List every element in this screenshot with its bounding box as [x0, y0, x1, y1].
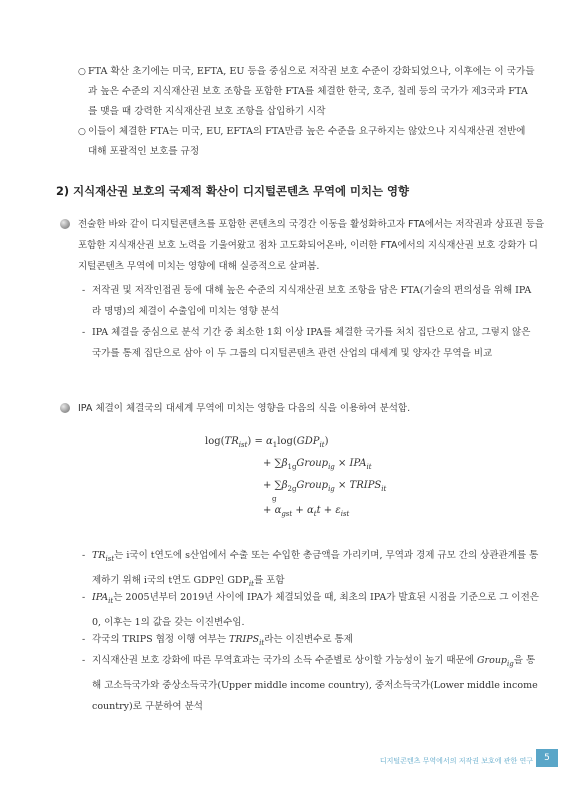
page-number: 5 [536, 749, 558, 767]
dash-post: 을 통해 고소득국가와 중상소득국가(Upper middle income country), 중저소득국가(Lower middle income country)로 구분하여 분석 [92, 655, 538, 712]
variable: TRIPS [229, 634, 260, 645]
paragraph-2 [78, 398, 546, 419]
variable-sub: ig [507, 659, 514, 668]
round-bullet-icon [60, 403, 70, 413]
dash-mark: - [82, 655, 86, 666]
paragraph-1 [78, 214, 546, 277]
circle-bullet-icon: ○ [78, 67, 86, 77]
top-bullet-text: 이들이 체결한 FTA는 미국, EU, EFTA의 FTA만큼 높은 수준을 요구하지는 않았으나 지식재산권 전반에 대해 포괄적인 보호를 규정 [88, 126, 526, 157]
dash-mark: - [82, 592, 86, 603]
dash-pre: 각국의 TRIPS 협정 이행 여부는 [92, 634, 230, 645]
dash-item-1 [82, 280, 540, 322]
dash-mark: - [82, 550, 86, 561]
variable-sub: it [259, 638, 265, 647]
paragraph-1-text: 전술한 바와 같이 디지털콘텐츠를 포함한 콘텐츠의 국경간 이동을 활성화하고자 FTA에서는 저작권과 상표권 등을 포함한 지식재산권 보호 노력을 기울여왔고 점차 고도화되어온바, 이러한 FTA에서의 지식재산권 보호 강화가 디지털콘텐츠 무역에 미치는 영향에 대해 실증적으로 살펴봄. [78, 219, 545, 272]
dash2-item-2 [82, 587, 540, 633]
variable: Group [476, 655, 508, 666]
dash-item-text: 저작권 및 저작인접권 등에 대해 높은 수준의 지식재산권 보호 조항을 담은 FTA(기술의 편의성을 위해 IPA라 명명)의 체결이 수출입에 미치는 영향 분석 [92, 285, 532, 317]
dash-post: 는 i국이 t연도에 s산업에서 수출 또는 수입한 총금액을 가리키며, 무역과 경제 규모 간의 상관관계를 통제하기 위해 i국의 t연도 GDP인 GDP [92, 550, 539, 586]
dash-item-2 [82, 322, 540, 364]
top-bullet-text: FTA 확산 초기에는 미국, EFTA, EU 등을 중심으로 저작권 보호 수준이 강화되었으나, 이후에는 이 국가들과 높은 수준의 지식재산권 보호 조항을 포함한 FTA를 체결한 한국, 호주, 칠레 등의 국가가 제3국과 FTA를 맺을 때 강력한 지식재산권 보호 조항을 삽입하기 시작 [88, 66, 535, 117]
dash-mark: - [82, 634, 86, 645]
variable: TR [92, 550, 106, 561]
round-bullet-icon [60, 219, 70, 229]
dash2-item-4 [82, 650, 540, 717]
variable-sub: it [248, 579, 254, 588]
dash-item-text: IPA 체결을 중심으로 분석 기간 중 최소한 1회 이상 IPA를 체결한 국가를 처치 집단으로 삼고, 그렇지 않은 국가를 통제 집단으로 삼아 이 두 그룹의 디지털콘텐츠 관련 산업의 대세계 및 양자간 무역을 비교 [92, 327, 531, 359]
circle-bullet-icon: ○ [78, 127, 86, 137]
variable: IPA [92, 592, 109, 603]
variable-sub: it [108, 596, 114, 605]
top-bullet-2 [78, 122, 536, 162]
variable-sub: ist [105, 554, 115, 563]
top-bullet-1 [78, 62, 536, 122]
dash-post: 는 2005년부터 2019년 사이에 IPA가 체결되었을 때, 최초의 IPA가 발효된 시점을 기준으로 그 이전은 0, 이후는 1의 값을 갖는 이진변수임. [92, 592, 539, 628]
dash-post: 를 포함 [253, 574, 285, 586]
paragraph-2-text: IPA 체결이 체결국의 대세계 무역에 미치는 영향을 다음의 식을 이용하여 분석함. [78, 403, 411, 414]
document-page: ○ FTA 확산 초기에는 미국, EFTA, EU 등을 중심으로 저작권 보호 수준이 강화되었으나, 이후에는 이 국가들과 높은 수준의 지식재산권 보호 조항을 포함한 FTA를 체결한 한국, 호주, 칠레 등의 국가가 제3국과 FTA를 맺을 때 강력한 지식재산권 보호 조항을 삽입하기 시작 ○ 이들이 체결한 FTA는 미국, EU, EFTA의 FTA만큼 높은 수준을 요구하지는 않았으나 지식재산권 전반에 대해 포괄적인 보호를 규정 2) 지식재산권 보호의 국제적 확산이 디지털콘텐츠 무역에 미치는 영향 전술한 바와 같이 디지털콘텐츠를 포함한 콘텐츠의 국경간 이동을 활성화하고자 FTA에서는 저작권과 상표권 등을 포함한 지식재산권 보호 노력을 기울여왔고 점차 고도화되어온바, 이러한 FTA에서의 지식재산권 보호 강화가 디지털콘텐츠 무역에 미치는 영향에 대해 실증적으로 살펴봄. - 저작권 및 저작인접권 등에 대해 높은 수준의 지식재산권 보호 조항을 담은 FTA(기술의 편의성을 위해 IPA라 명명)의 체결이 수출입에 미치는 영향 분석 - IPA 체결을 중심으로 분석 기간 중 최소한 1회 이상 IPA를 체결한 국가를 처치 집단으로 삼고, 그렇지 않은 국가를 통제 집단으로 삼아 이 두 그룹의 디지털콘텐츠 관련 산업의 대세계 및 양자간 무역을 비교 IPA 체결이 체결국의 대세계 무역에 미치는 영향을 다음의 식을 이용하여 분석함. $\log(TR_{ist}) = \alpha_1\log(GDP_{it})$ + $\sum\beta_{1g}Group_{ig} \times IPA_{it}$ + $\sum\beta_{2g}Group_{ig}$ × $TRIPS_{it}$ g + $\alpha_{gst} + \alpha_tt + \varepsilon_{ist}$ - $TR_{ist}$는 i국이 t연도에 s산업에서 수출 또는 수입한 총금액을 가리키며, 무역과 경제 규모 간의 상관관계를 통제하기 위해 i국의 t연도 GDP인 $GDP_{it}$를 포함 - $IPA_{it}$는 2005년부터 2019년 사이에 IPA가 체결되었을 때, 최초의 IPA가 발효된 시점을 기준으로 그 이전은 0, 이후는 1의 값을 갖는 이진변수임. - 각국의 TRIPS 협정 이행 여부는 $TRIPS_{it}$라는 이진변수로 통제 - 지식재산권 보호 강화에 따른 무역효과는 국가의 소득 수준별로 상이할 가능성이 높기 때문에 Group$_{ig}$을 통해 고소득국가와 중상소득국가(Upper middle income country), 중저소득국가(Lower middle income country)로 구분하여 분석 디지털콘텐츠 무역에서의 저작권 보호에 관한 연구 5 [0, 0, 585, 800]
section-title: 2) 지식재산권 보호의 국제적 확산이 디지털콘텐츠 무역에 미치는 영향 [56, 184, 409, 198]
dash-mark: - [82, 285, 86, 296]
dash-post: 라는 이진변수로 통제 [264, 634, 353, 645]
running-footer: 디지털콘텐츠 무역에서의 저작권 보호에 관한 연구 [379, 757, 533, 765]
dash-mark: - [82, 327, 86, 338]
dash-pre: 지식재산권 보호 강화에 따른 무역효과는 국가의 소득 수준별로 상이할 가능성이 높기 때문에 [92, 655, 477, 666]
